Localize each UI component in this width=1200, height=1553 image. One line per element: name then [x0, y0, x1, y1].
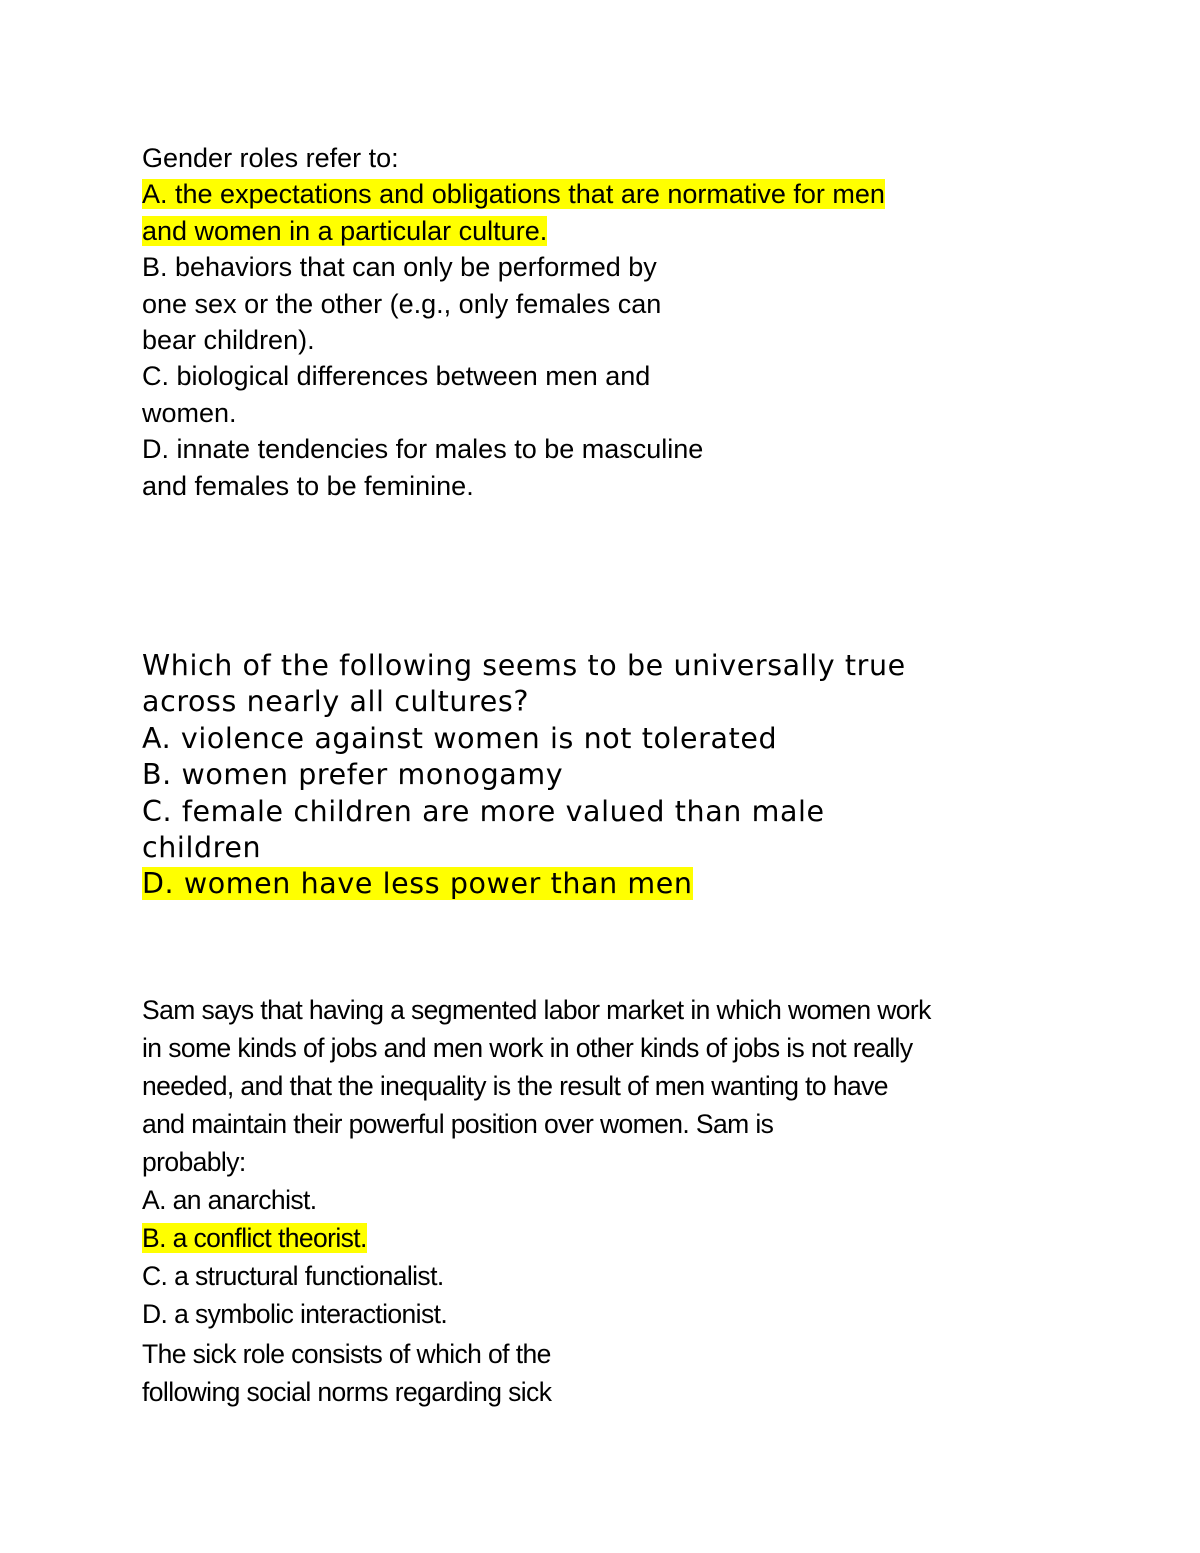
question-2-option-a: A. violence against women is not tolerated [142, 721, 778, 755]
answer-highlight: B. a conflict theorist. [142, 1223, 367, 1253]
question-3-stem-cont: needed, and that the inequality is the result of men wanting to have [142, 1071, 888, 1101]
question-2-stem-cont: across nearly all cultures? [142, 685, 530, 719]
question-3-option-b [142, 1219, 1102, 1257]
question-2-option-d [142, 866, 1102, 902]
question-3-option-d: D. a symbolic interactionist. [142, 1299, 448, 1329]
question-1-option-d-cont: and females to be feminine. [142, 470, 474, 501]
answer-highlight: D. women have less power than men [142, 867, 693, 901]
question-1-option-b: B. behaviors that can only be performed by [142, 252, 657, 283]
question-1-option-d: D. innate tendencies for males to be masculine [142, 434, 704, 465]
question-1-option-c: C. biological differences between men and [142, 361, 651, 392]
question-3-stem-cont: probably: [142, 1147, 246, 1177]
question-3 [142, 991, 1102, 1333]
question-1-option-b-cont: one sex or the other (e.g., only females can [142, 288, 662, 319]
question-4 [142, 1335, 1102, 1411]
question-2-option-c-cont: children [142, 831, 262, 865]
question-1-option-b-cont: bear children). [142, 325, 315, 356]
question-1-stem: Gender roles refer to: [142, 143, 399, 173]
question-3-stem: Sam says that having a segmented labor market in which women work [142, 995, 931, 1025]
question-2-option-c: C. female children are more valued than male [142, 794, 825, 828]
question-3-option-c: C. a structural functionalist. [142, 1261, 444, 1291]
answer-highlight: and women in a particular culture. [142, 215, 548, 246]
question-3-option-a: A. an anarchist. [142, 1185, 317, 1215]
question-1-option-a-cont [142, 213, 1102, 249]
question-4-stem: The sick role consists of which of the [142, 1339, 551, 1369]
question-4-stem-cont: following social norms regarding sick [142, 1377, 552, 1407]
question-1-option-c-cont: women. [142, 397, 237, 428]
question-3-stem-cont: in some kinds of jobs and men work in other kinds of jobs is not really [142, 1033, 913, 1063]
question-1 [142, 140, 1102, 504]
question-2-option-b: B. women prefer monogamy [142, 758, 564, 792]
question-1-option-a [142, 176, 1102, 212]
answer-highlight: A. the expectations and obligations that are normative for men [142, 179, 885, 210]
question-2 [142, 648, 1102, 903]
question-3-stem-cont: and maintain their powerful position over women. Sam is [142, 1109, 774, 1139]
question-2-stem: Which of the following seems to be universally true [142, 649, 906, 682]
